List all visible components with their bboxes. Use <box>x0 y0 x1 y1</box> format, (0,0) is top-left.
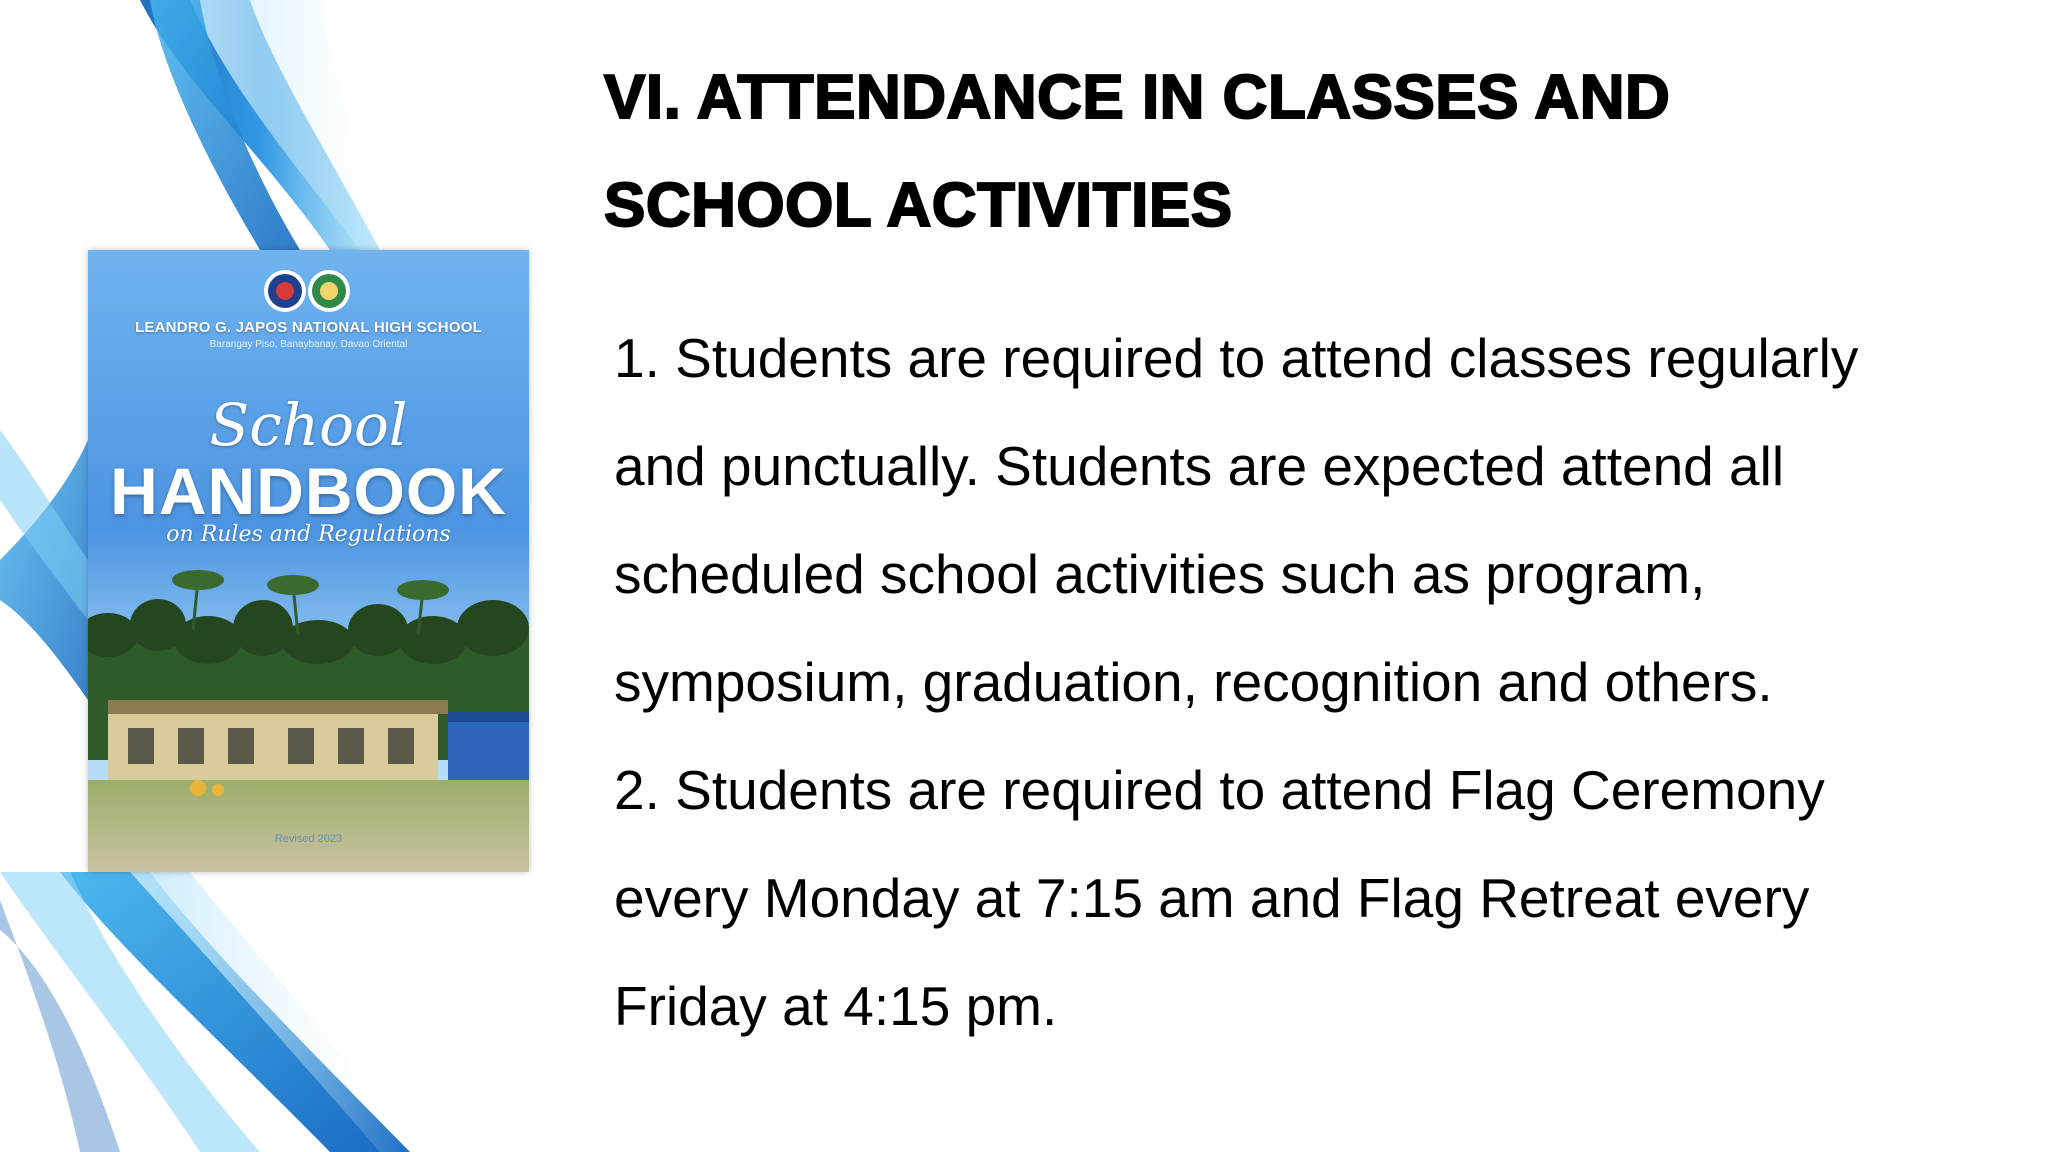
body-line: 2. Students are required to attend Flag Ceremony <box>614 759 1825 821</box>
body-line: and punctually. Students are expected attend all <box>614 435 1785 497</box>
slide-body-text <box>614 304 2034 1060</box>
slide-heading <box>604 44 1984 260</box>
body-line: scheduled school activities such as program, <box>614 543 1706 605</box>
handbook-cover-image <box>88 250 529 872</box>
body-line: every Monday at 7:15 am and Flag Retreat every <box>614 867 1810 929</box>
body-line: Friday at 4:15 pm. <box>614 975 1058 1037</box>
cover-footer: Revised 2023 <box>274 833 343 845</box>
cover-title-main: HANDBOOK <box>110 454 507 528</box>
body-line: symposium, graduation, recognition and others. <box>614 651 1773 713</box>
slide-heading-line: SCHOOL ACTIVITIES <box>604 171 1233 240</box>
slide-heading-line: VI. ATTENDANCE IN CLASSES AND <box>604 63 1671 132</box>
cover-subtitle-script: on Rules and Regulations <box>166 522 451 547</box>
cover-address: Barangay Piso, Banaybanay, Davao Oriental <box>209 339 408 350</box>
cover-title-script: School <box>209 391 408 459</box>
body-line: 1. Students are required to attend classes regularly <box>614 327 1859 389</box>
cover-school-name: LEANDRO G. JAPOS NATIONAL HIGH SCHOOL <box>135 319 482 336</box>
